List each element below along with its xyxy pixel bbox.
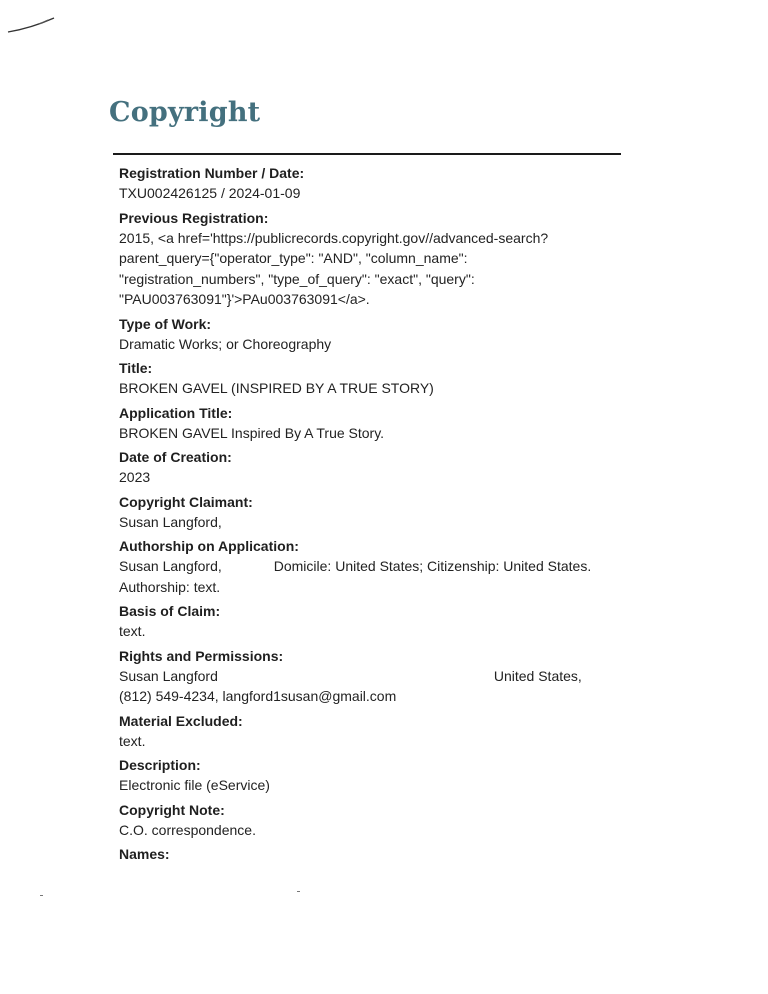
field-label: Description: bbox=[119, 757, 201, 773]
field-title bbox=[119, 358, 639, 399]
field-label: Date of Creation: bbox=[119, 449, 232, 465]
field-date-of-creation bbox=[119, 447, 639, 488]
field-description bbox=[119, 755, 639, 796]
field-label: Type of Work: bbox=[119, 315, 212, 332]
field-label: Application Title: bbox=[119, 404, 233, 421]
field-material-excluded bbox=[119, 711, 639, 752]
field-value: text. bbox=[119, 623, 146, 639]
field-copyright-claimant bbox=[119, 492, 639, 533]
field-value-line: (812) 549-4234, langford1susan@gmail.com bbox=[119, 688, 397, 704]
scan-speck bbox=[40, 895, 43, 896]
field-label: Basis of Claim: bbox=[119, 603, 221, 619]
rights-name: Susan Langford bbox=[119, 667, 218, 684]
rights-country: United States, bbox=[493, 667, 582, 684]
scan-pen-mark bbox=[6, 14, 56, 36]
field-label: Authorship on Application: bbox=[119, 538, 299, 554]
field-copyright-note bbox=[119, 800, 639, 841]
field-value: BROKEN GAVEL Inspired By A True Story. bbox=[119, 424, 385, 441]
logo-wordmark: Copyright bbox=[109, 97, 261, 128]
field-authorship-on-application bbox=[119, 536, 639, 597]
field-value: TXU002426125 / 2024-01-09 bbox=[119, 185, 301, 201]
author-name: Susan Langford, bbox=[119, 558, 222, 574]
field-value: text. bbox=[119, 732, 146, 749]
field-value-line: 2015, <a href='https://publicrecords.copyright.gov//advanced-search? bbox=[119, 229, 549, 246]
field-previous-registration bbox=[119, 208, 639, 310]
field-value: 2023 bbox=[119, 469, 151, 485]
field-value-line: "PAU003763091"}'>PAu003763091</a>. bbox=[119, 291, 370, 307]
field-value: Electronic file (eService) bbox=[119, 777, 270, 793]
field-value-line bbox=[119, 556, 639, 577]
field-application-title bbox=[119, 403, 639, 444]
field-basis-of-claim bbox=[119, 601, 639, 642]
author-domicile: Domicile: United States; Citizenship: United States. bbox=[273, 558, 592, 574]
field-label: Copyright Note: bbox=[119, 801, 225, 818]
scan-speck bbox=[297, 891, 300, 892]
copyright-logo bbox=[111, 98, 260, 128]
field-rights-and-permissions bbox=[119, 646, 639, 707]
field-type-of-work bbox=[119, 314, 639, 355]
registration-record bbox=[119, 163, 639, 868]
field-value: Susan Langford, bbox=[119, 513, 222, 530]
field-registration-number bbox=[119, 163, 639, 204]
field-value-line bbox=[119, 666, 639, 687]
field-value-line: parent_query={"operator_type": "AND", "column_name": bbox=[119, 250, 468, 266]
field-value: BROKEN GAVEL (INSPIRED BY A TRUE STORY) bbox=[119, 380, 434, 396]
field-value: Dramatic Works; or Choreography bbox=[119, 335, 332, 352]
field-label: Material Excluded: bbox=[119, 712, 243, 729]
field-label: Names: bbox=[119, 846, 170, 862]
field-label: Rights and Permissions: bbox=[119, 647, 284, 664]
field-label: Copyright Claimant: bbox=[119, 493, 253, 510]
field-value: C.O. correspondence. bbox=[119, 821, 256, 838]
field-label: Registration Number / Date: bbox=[119, 165, 305, 181]
field-label: Title: bbox=[119, 360, 153, 376]
header-rule bbox=[113, 153, 621, 155]
field-label: Previous Registration: bbox=[119, 209, 269, 226]
field-names bbox=[119, 844, 639, 864]
field-value-line: Authorship: text. bbox=[119, 578, 221, 595]
field-value-line: "registration_numbers", "type_of_query": "exact", "query": bbox=[119, 270, 475, 287]
